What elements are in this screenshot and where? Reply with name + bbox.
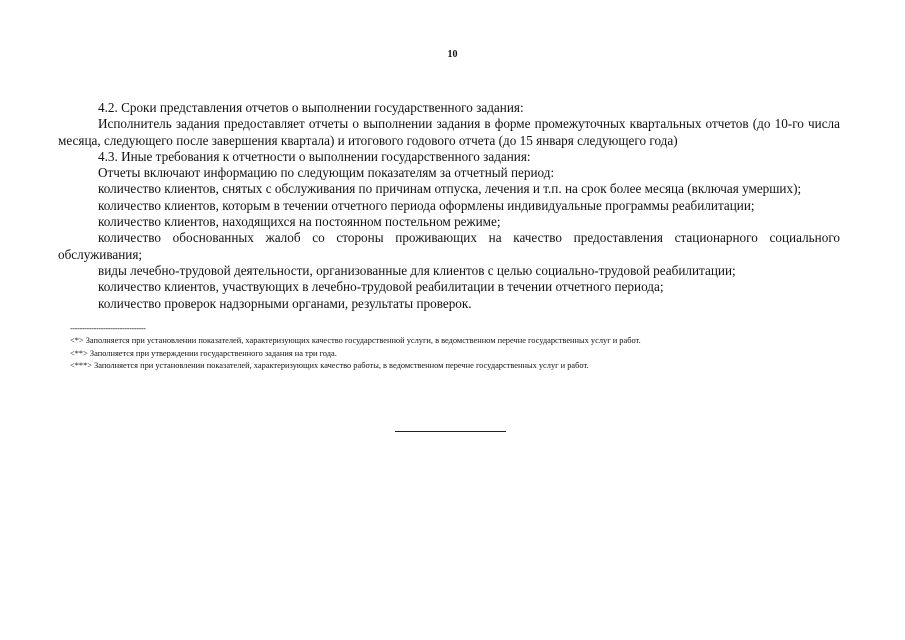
paragraph-report-contents: Отчеты включают информацию по следующим показателям за отчетный период: <box>98 165 555 181</box>
paragraph-report-deadlines: Исполнитель задания предоставляет отчеты о выполнении задания в форме промежуточных квартальных отчетов (до 10-го числа месяца, следующего после завершения квартала) и итогового годового отчета (до 15 января следующего года) <box>58 116 840 148</box>
footnote: <**> Заполняется при утверждении государственного задания на три года. <box>70 348 337 358</box>
body-text <box>58 100 840 312</box>
end-of-document-rule <box>395 431 506 432</box>
footnote-separator: -------------------------------- <box>70 324 146 333</box>
footnotes <box>70 335 850 373</box>
page-number: 10 <box>447 49 458 60</box>
list-item: количество проверок надзорными органами, результаты проверок. <box>98 295 472 311</box>
list-item: количество клиентов, участвующих в лечебно-трудовой реабилитации в течении отчетного периода; <box>98 279 664 295</box>
list-item: количество клиентов, которым в течении отчетного периода оформлены индивидуальные программы реабилитации; <box>98 197 755 213</box>
paragraph-4-3-heading: 4.3. Иные требования к отчетности о выполнении государственного задания: <box>98 148 531 164</box>
list-item: количество клиентов, снятых с обслуживания по причинам отпуска, лечения и т.п. на срок более месяца (включая умерших); <box>98 181 802 197</box>
list-item: количество обоснованных жалоб со стороны проживающих на качество предоставления стационарного социального обслуживания; <box>58 230 840 262</box>
list-item: количество клиентов, находящихся на постоянном постельном режиме; <box>98 214 501 230</box>
paragraph-4-2-heading: 4.2. Сроки представления отчетов о выполнении государственного задания: <box>98 100 524 115</box>
footnote: <***> Заполняется при установлении показателей, характеризующих качество работы, в ведомственном перечне государственных услуг и работ. <box>70 361 589 370</box>
list-item: виды лечебно-трудовой деятельности, организованные для клиентов с целью социально-трудовой реабилитации; <box>98 262 736 278</box>
footnote: <*> Заполняется при установлении показателей, характеризующих качество государственной услуги, в ведомственном перечне государственных услуг и работ. <box>70 336 641 345</box>
